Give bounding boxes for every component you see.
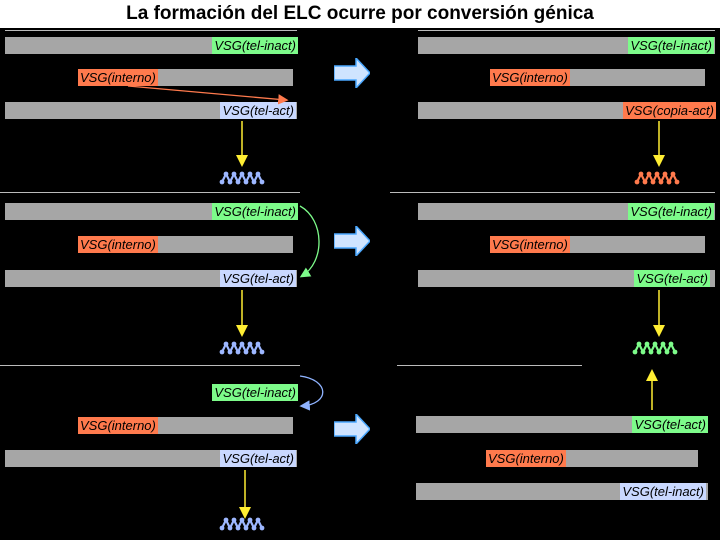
vsg-coat-icon (220, 518, 265, 531)
vsg-interno-label: VSG(interno) (80, 237, 156, 252)
vsg-tel-inact-label: VSG(tel-inact) (214, 385, 296, 400)
vsg-interno-label: VSG(interno) (80, 70, 156, 85)
vsg-copia-act-label: VSG(copia-act) (625, 103, 714, 118)
vsg-tel-inact-label: VSG(tel-inact) (630, 204, 712, 219)
vsg-tel-act-label: VSG(tel-act) (222, 103, 294, 118)
vsg-tel-inact-label: VSG(tel-inact) (622, 484, 704, 499)
vsg-tel-act-label: VSG(tel-act) (634, 417, 706, 432)
vsg-tel-inact-label: VSG(tel-inact) (214, 204, 296, 219)
vsg-coat-icon (633, 342, 678, 355)
vsg-tel-act-label: VSG(tel-act) (636, 271, 708, 286)
vsg-coat-icon (220, 342, 265, 355)
vsg-interno-label: VSG(interno) (80, 418, 156, 433)
switch-curve-arrow (300, 376, 323, 406)
vsg-tel-act-label: VSG(tel-act) (222, 451, 294, 466)
conversion-curve-arrow (300, 206, 319, 276)
vsg-coat-icon (220, 172, 265, 185)
vsg-interno-label: VSG(interno) (492, 70, 568, 85)
vsg-interno-label: VSG(interno) (492, 237, 568, 252)
vsg-coat-icon (635, 172, 680, 185)
vsg-tel-inact-label: VSG(tel-inact) (214, 38, 296, 53)
vsg-interno-label: VSG(interno) (488, 451, 564, 466)
page-title: La formación del ELC ocurre por conversión génica (0, 0, 720, 28)
vsg-tel-act-label: VSG(tel-act) (222, 271, 294, 286)
vsg-tel-inact-label: VSG(tel-inact) (630, 38, 712, 53)
copy-arrow (128, 86, 286, 100)
